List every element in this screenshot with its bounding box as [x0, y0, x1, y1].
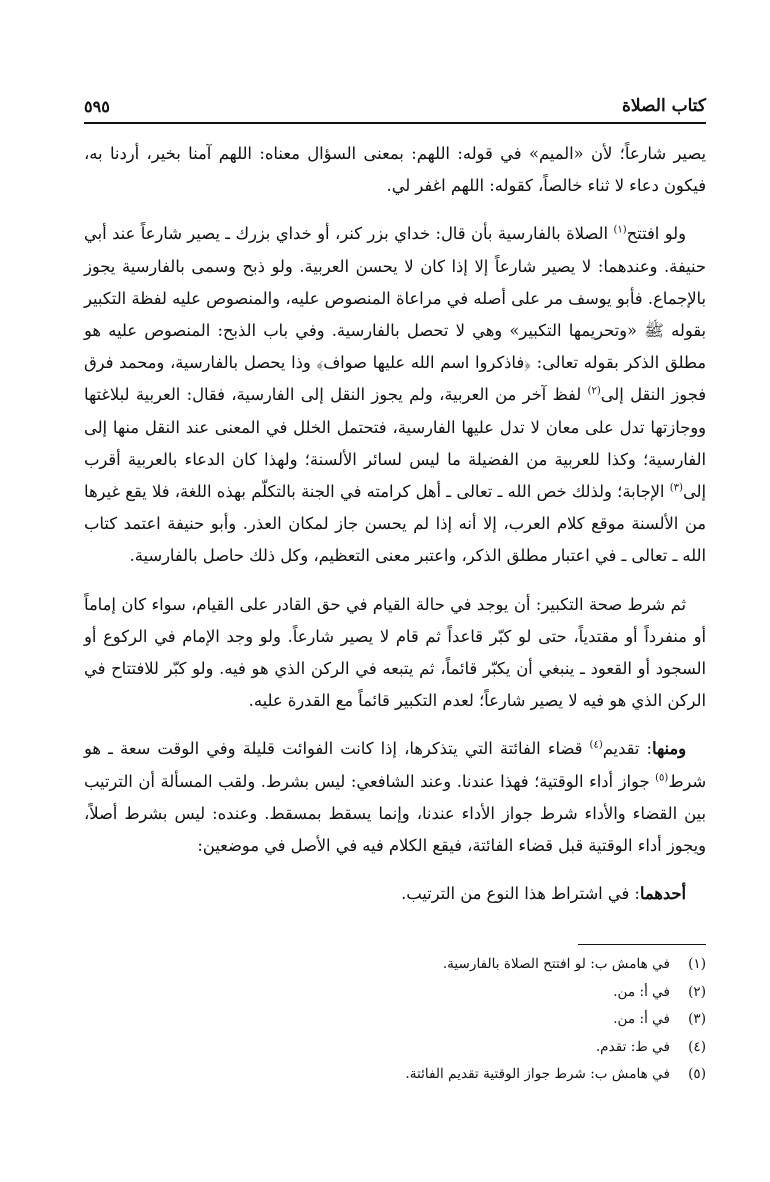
book-page [84, 88, 706, 1089]
footnote-ref-3[interactable]: (٣) [669, 482, 683, 494]
footnote-ref-1[interactable]: (١) [613, 224, 627, 236]
paragraph-5-rest: : في اشتراط هذا النوع من الترتيب. [401, 884, 640, 904]
footnote-number: (٥) [688, 1066, 706, 1083]
footnote-ref-4[interactable]: (٤) [589, 740, 603, 752]
paragraph-3: ثم شرط صحة التكبير: أن يوجد في حالة القيام في حق القادر على القيام، سواء كان إماماً أو منفرداً أو مقتدياً، حتى لو كبّر قاعداً ثم قام لا يصير شارعاً. ولو وجد الإمام في الركوع أو السجود أو القعود ـ ينبغي أن يكبّر قائماً، ثم يتبعه في الركن الذي هو فيه. ولو كبّر للافتتاح في الركن الذي هو فيه لا يصير شارعاً؛ لعدم التكبير قائماً مع القدرة عليه. [84, 594, 706, 711]
footnote-ref-5[interactable]: (٥) [655, 772, 669, 784]
footnote-item [84, 979, 706, 1007]
paragraph-4-part-1: : تقديم [602, 739, 653, 759]
paragraph-2 [84, 218, 706, 572]
paragraph-5 [84, 878, 706, 910]
footnote-text: في هامش ب: شرط جواز الوقتية تقديم الفائتة. [405, 1066, 670, 1083]
footnote-text: في أ: من. [613, 983, 670, 1000]
main-text [84, 138, 706, 910]
running-head [84, 88, 706, 116]
footnotes-list [84, 951, 706, 1089]
page-number: ٥٩٥ [84, 97, 110, 116]
footnote-number: (٢) [688, 983, 706, 1000]
paragraph-2-part-3: لفظ آخر من العربية، ولم يجوز النقل إلى الفارسية، فقال: العربية لبلاغتها ووجازتها تدل على معان لا تدل عليها الفارسية، فتحتمل الخلل في المعنى عند النقل منها إلى الفارسية؛ وكذا للعربية من الفضيلة ما ليس لسائر الألسنة؛ ولهذا كان الدعاء بالعربية أقرب إلى [84, 385, 706, 502]
paragraph-4-part-2: قضاء الفائتة التي يتذكرها، إذا كانت الفوائت قليلة وفي الوقت سعة ـ هو شرط [84, 739, 706, 791]
paragraph-2-part-2: الصلاة بالفارسية بأن قال: خداي بزر كنر، أو خداي بزرك ـ يصير شارعاً عند أبي حنيفة. وعندهما: لا يصير شارعاً إلا إذا كان لا يحسن العربية. ولو ذبح وسمى بالفارسية يجوز بالإجماع. فأبو يوسف مر على أصله في مراعاة المنصوص عليه، والمنصوص عليه لفظة التكبير بقوله ﷺ «وتحريمها التكبير» وهي لا تحصل بالفارسية. وفي باب الذبح: المنصوص عليه هو مطلق الذكر بقوله تعالى: ﴿فاذكروا اسم الله عليها صواف﴾ وذا يحصل بالفارسية، ومحمد فرق فجوز النقل إلى [84, 224, 706, 405]
footnote-item [84, 1061, 706, 1089]
footnote-number: (١) [688, 956, 706, 973]
paragraph-2-part-1: ولو افتتح [626, 224, 686, 244]
paragraph-4 [84, 733, 706, 862]
footnote-number: (٤) [688, 1038, 706, 1055]
paragraph-2-part-4: الإجابة؛ ولذلك خص الله ـ تعالى ـ أهل كرامته في الجنة بالتكلّم بهذه اللغة، فلا يقع غيرها من الألسنة موقع كلام العرب، إلا أنه إذا لم يحسن جاز لمكان العذر. وأبو حنيفة اعتمد كتاب الله ـ تعالى ـ في اعتبار مطلق الذكر، واعتبر معنى التعظيم، وكل ذلك حاصل بالفارسية. [84, 482, 706, 566]
footnote-item [84, 1034, 706, 1062]
footnote-text: في هامش ب: لو افتتح الصلاة بالفارسية. [442, 956, 670, 973]
paragraph-4-part-3: جواز أداء الوقتية؛ فهذا عندنا. وعند الشافعي: ليس بشرط. ولقب المسألة أن الترتيب بين القضاء والأداء شرط جواز الأداء عندنا، وإنما يسقط بمسقط. وعنده: ليس بشرط أصلاً، ويجوز أداء الوقتية قبل قضاء الفائتة، فيقع الكلام فيه في الأصل في موضعين: [84, 771, 706, 856]
footnote-item [84, 951, 706, 979]
paragraph-4-lead: ومنها [652, 739, 686, 759]
footnote-ref-2[interactable]: (٢) [587, 386, 601, 397]
footnote-number: (٣) [688, 1011, 706, 1028]
book-title: كتاب الصلاة [621, 96, 706, 116]
footnote-text: في أ: من. [613, 1011, 670, 1028]
footnote-rule [578, 944, 706, 945]
paragraph-1: يصير شارعاً؛ لأن «الميم» في قوله: اللهم: بمعنى السؤال معناه: اللهم آمنا بخير، أردنا به، فيكون دعاء لا ثناء خالصاً، كقوله: اللهم اغفر لي. [84, 144, 706, 196]
header-rule [84, 122, 706, 124]
paragraph-5-lead: أحدهما [639, 884, 686, 904]
footnote-text: في ط: تقدم. [595, 1038, 670, 1055]
footnote-item [84, 1006, 706, 1034]
